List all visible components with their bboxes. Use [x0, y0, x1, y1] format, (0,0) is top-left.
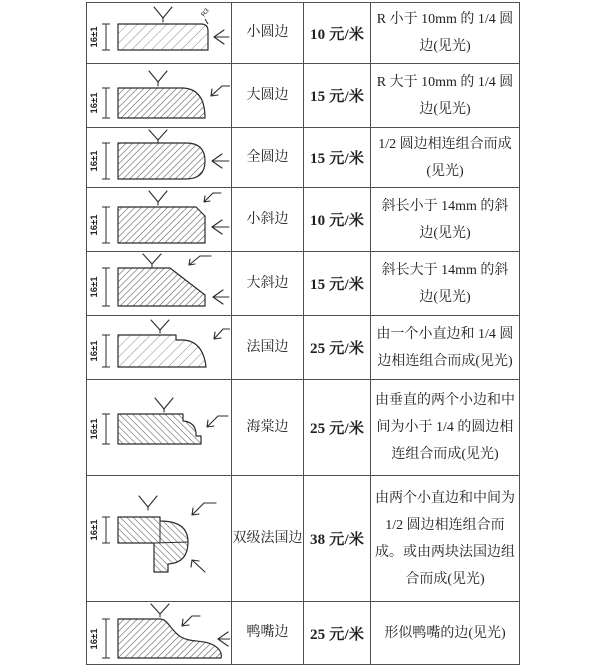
dimension-line: [89, 88, 110, 118]
big-round-edge-diagram: [88, 66, 230, 126]
edge-name-cell: 法国边: [232, 316, 304, 380]
price-cell: 38 元/米: [304, 476, 371, 602]
description-cell: [371, 3, 520, 64]
down-arrow-icon: [139, 496, 157, 510]
profile-diagram-cell: [87, 64, 232, 128]
profile-diagram-cell: [87, 380, 232, 476]
profile-shape: [118, 143, 205, 179]
table-row: [87, 476, 520, 602]
dimension-label: 16±1: [89, 518, 100, 541]
left-arrow-icon: [212, 220, 229, 234]
dimension-line: [89, 268, 110, 306]
dimension-label: 16±1: [89, 150, 100, 172]
dimension-line: [89, 143, 110, 179]
corner-arrow-icon: [204, 193, 221, 202]
profile-diagram-cell: [87, 128, 232, 188]
profile-diagram-cell: [87, 3, 232, 64]
dimension-line: [89, 24, 110, 50]
price-cell: 15 元/米: [304, 252, 371, 316]
price-cell: 10 元/米: [304, 3, 371, 64]
profile-shape: [118, 517, 188, 572]
corner-radius-label: R3: [200, 7, 211, 19]
edge-name-cell: 大圆边: [232, 64, 304, 128]
corner-arrow-icon: [182, 616, 200, 626]
description-line: 边(见光): [419, 101, 471, 117]
description-line: 形似鸭嘴的边(见光): [384, 625, 506, 641]
french-edge-diagram: [88, 318, 230, 377]
down-arrow-icon: [149, 71, 167, 86]
description-line: 1/2 圆边相连组合而成: [378, 136, 512, 152]
description-line: 由两个小直边和中间为: [375, 490, 515, 506]
profile-diagram-cell: [87, 252, 232, 316]
table-row: [87, 64, 520, 128]
description-line: 合而成(见光): [405, 571, 485, 587]
profile-shape: [118, 619, 221, 658]
dimension-label: 16±1: [89, 275, 100, 298]
edge-name-cell: 海棠边: [232, 380, 304, 476]
description-line: 边相连组合而成(见光): [377, 353, 513, 369]
dimension-line: [89, 335, 110, 367]
down-arrow-icon: [143, 254, 161, 267]
edge-name-cell: 大斜边: [232, 252, 304, 316]
full-round-edge-diagram: [88, 129, 230, 186]
price-cell: 15 元/米: [304, 128, 371, 188]
profile-diagram-cell: [87, 188, 232, 252]
table-row: [87, 602, 520, 665]
table-row: [87, 316, 520, 380]
description-line: (见光): [426, 163, 464, 179]
down-arrow-icon: [149, 191, 167, 205]
price-cell: 15 元/米: [304, 64, 371, 128]
small-bevel-edge-diagram: [88, 189, 230, 250]
description-line: R 小于 10mm 的 1/4 圆: [376, 12, 514, 27]
corner-radius-callout: [200, 7, 211, 24]
profile-diagram-cell: [87, 602, 232, 665]
edge-name-cell: 鸭嘴边: [232, 602, 304, 665]
description-line: 连组合而成(见光): [391, 447, 499, 462]
dimension-line: [89, 619, 110, 658]
profile-shape: [118, 414, 201, 444]
description-cell: [371, 316, 520, 380]
edge-name-cell: 双级法国边: [232, 476, 304, 602]
table-row: [87, 128, 520, 188]
profile-shape: [118, 207, 205, 243]
profile-diagram-cell: [87, 316, 232, 380]
duckbill-edge-diagram: [88, 603, 230, 663]
down-arrow-icon: [151, 604, 169, 617]
table-row: [87, 188, 520, 252]
price-cell: 25 元/米: [304, 316, 371, 380]
dimension-label: 16±1: [89, 417, 100, 440]
description-cell: [371, 476, 520, 602]
description-line: 边(见光): [419, 39, 471, 54]
edge-profile-price-table: [86, 2, 520, 665]
price-cell: 25 元/米: [304, 602, 371, 665]
left-arrow-icon: [214, 30, 229, 44]
description-cell: [371, 380, 520, 476]
corner-arrow-icon: [214, 329, 230, 339]
dimension-line: [89, 207, 110, 243]
description-cell: [371, 602, 520, 665]
table-row: [87, 3, 520, 64]
left-arrow-icon: [218, 632, 230, 646]
description-line: 斜长大于 14mm 的斜: [381, 262, 509, 278]
edge-name-cell: 小圆边: [232, 3, 304, 64]
left-arrow-icon: [212, 154, 229, 168]
up-left-arrow-icon: [191, 560, 205, 572]
dimension-label: 16±1: [89, 628, 100, 650]
description-cell: [371, 64, 520, 128]
price-cell: 25 元/米: [304, 380, 371, 476]
edge-name-cell: 小斜边: [232, 188, 304, 252]
small-round-edge-diagram: [88, 4, 230, 62]
description-line: 1/2 圆边相连组合而: [385, 517, 505, 533]
down-arrow-icon: [155, 398, 173, 412]
description-line: 斜长小于 14mm 的斜: [381, 198, 509, 214]
price-cell: 10 元/米: [304, 188, 371, 252]
dimension-line: [89, 414, 110, 444]
down-arrow-icon: [154, 7, 172, 22]
dimension-label: 16±1: [89, 26, 100, 48]
profile-shape: [118, 335, 206, 367]
left-arrow-icon: [213, 290, 229, 304]
corner-arrow-icon: [207, 416, 228, 427]
description-cell: [371, 188, 520, 252]
dimension-label: 16±1: [89, 214, 100, 236]
description-line: R 大于 10mm 的 1/4 圆: [376, 74, 514, 90]
dimension-label: 16±1: [89, 340, 100, 362]
edge-name-cell: 全圆边: [232, 128, 304, 188]
corner-arrow-icon: [189, 256, 211, 265]
description-line: 由一个小直边和 1/4 圆: [376, 326, 514, 342]
profile-shape: [118, 24, 208, 50]
description-line: 由垂直的两个小边和中: [375, 393, 515, 408]
down-arrow-icon: [151, 320, 169, 333]
begonia-edge-diagram: [88, 383, 230, 473]
table-row: [87, 252, 520, 316]
double-french-edge-diagram: [88, 479, 230, 599]
down-arrow-icon: [149, 130, 167, 142]
description-line: 边(见光): [419, 225, 471, 241]
profile-shape: [118, 88, 205, 118]
corner-arrow-icon: [211, 86, 230, 96]
big-bevel-edge-diagram: [88, 253, 230, 315]
profile-diagram-cell: [87, 476, 232, 602]
profile-shape: [118, 268, 205, 306]
description-cell: [371, 252, 520, 316]
description-cell: [371, 128, 520, 188]
dimension-line: [89, 517, 110, 543]
corner-arrow-icon: [192, 503, 216, 515]
dimension-label: 16±1: [89, 91, 100, 114]
description-line: 成。或由两块法国边组: [375, 544, 515, 560]
description-line: 边(见光): [419, 289, 471, 305]
table-row: [87, 380, 520, 476]
description-line: 间为小于 1/4 的圆边相: [376, 420, 514, 435]
